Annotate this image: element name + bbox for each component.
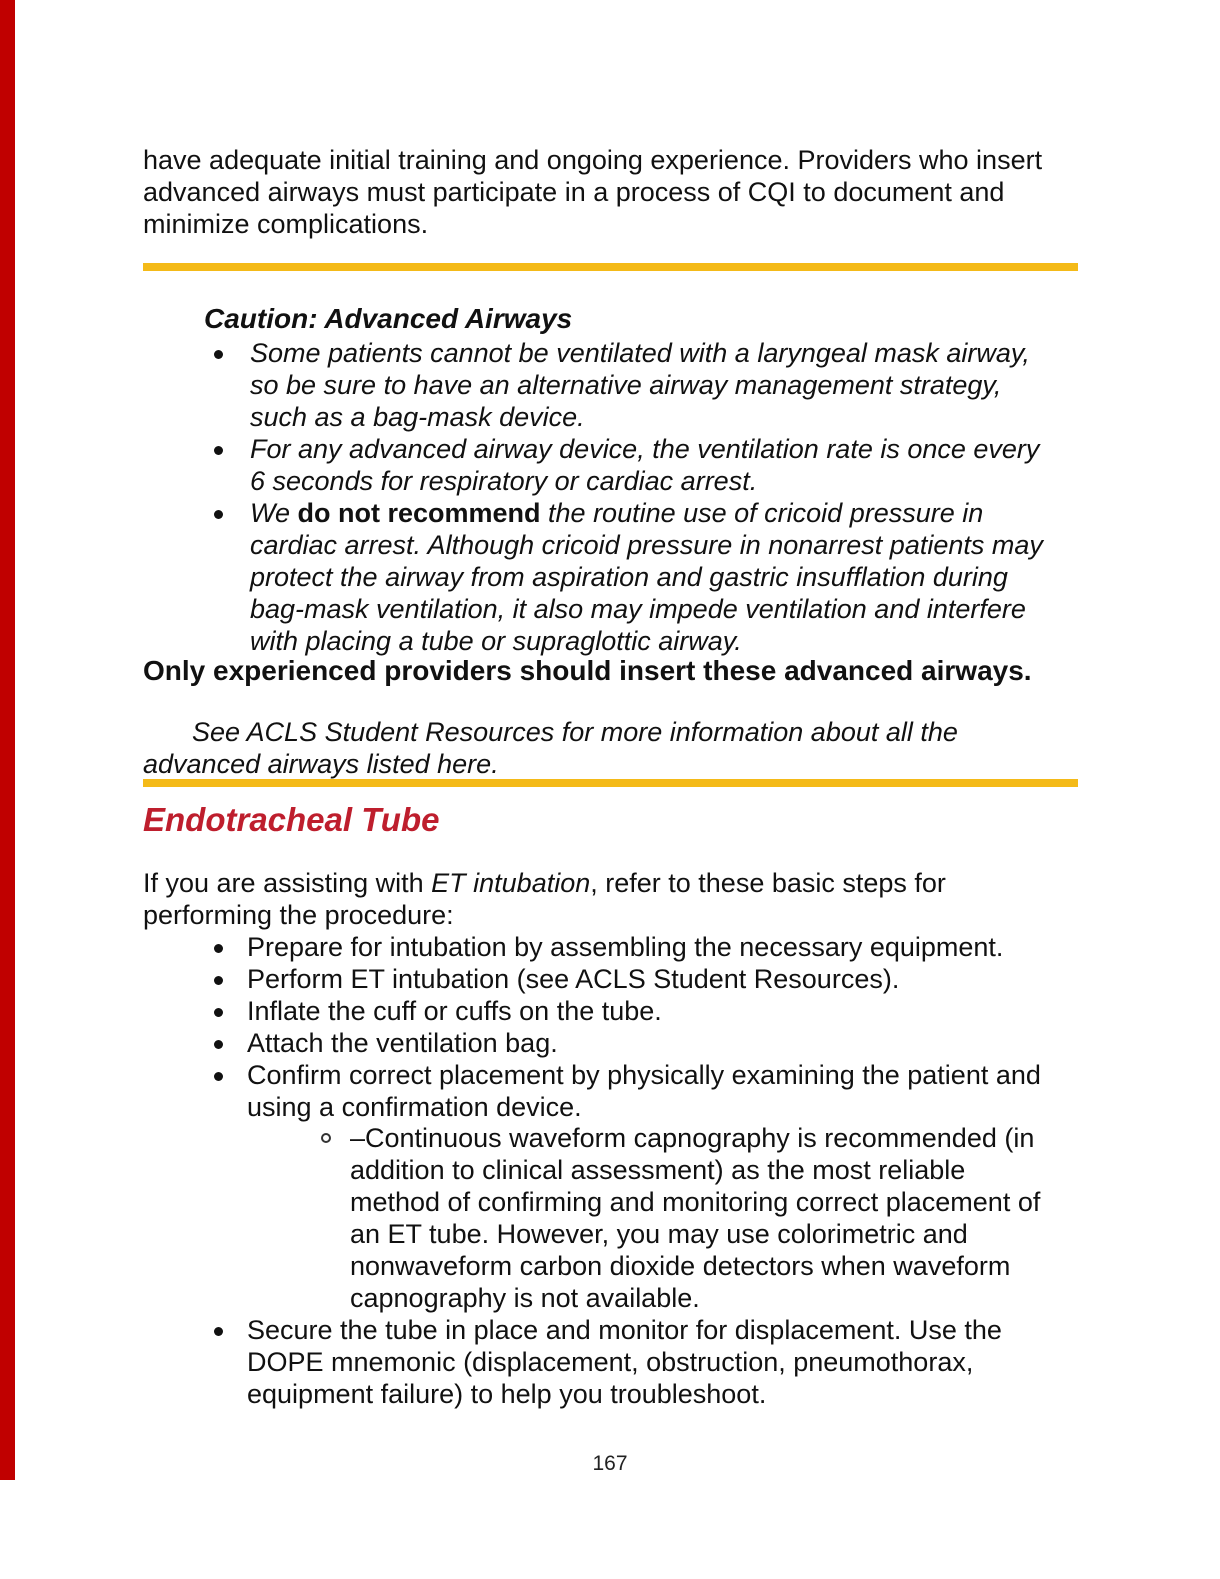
- bullet-line: Prepare for intubation by assembling the necessary equipment.: [247, 932, 1004, 962]
- paragraph-line: advanced airways must participate in a process of CQI to document and: [143, 177, 1005, 207]
- bullet-line: cardiac arrest. Although cricoid pressure in nonarrest patients may: [250, 530, 1043, 560]
- bullet-marker-col: [214, 1059, 247, 1081]
- list-item: [214, 995, 1114, 1027]
- caution-bullet-list: [214, 337, 1114, 657]
- bullet-line: with placing a tube or supraglottic airway.: [250, 626, 742, 656]
- bullet-text: [247, 963, 899, 995]
- bullet-dot-icon: [214, 1327, 223, 1336]
- bullet-line: Secure the tube in place and monitor for displacement. Use the: [247, 1315, 1002, 1345]
- bullet-line: Attach the ventilation bag.: [247, 1028, 558, 1058]
- bullet-line: bag-mask ventilation, it also may impede ventilation and interfere: [250, 594, 1026, 624]
- section-intro-paragraph: [143, 867, 1088, 931]
- bullet-marker-col: [214, 433, 250, 455]
- text-run-bold: do not recommend: [297, 498, 541, 528]
- bullet-line: 6 seconds for respiratory or cardiac arrest.: [250, 466, 758, 496]
- bullet-text: [250, 433, 1039, 497]
- paragraph-line: performing the procedure:: [143, 900, 454, 930]
- bullet-dot-icon: [214, 446, 223, 455]
- text-run-italic: the routine use of cricoid pressure in: [540, 498, 984, 528]
- bullet-marker-col: [321, 1122, 350, 1143]
- bullet-line: Confirm correct placement by physically examining the patient and: [247, 1060, 1041, 1090]
- text-run-italic: We: [250, 498, 298, 528]
- bullet-line: using a confirmation device.: [247, 1092, 582, 1122]
- capnography-sub-bullet: [321, 1122, 1081, 1314]
- gold-divider-rule-bottom: [143, 779, 1078, 787]
- bullet-text: [247, 1059, 1041, 1123]
- bullet-line: capnography is not available.: [350, 1283, 700, 1313]
- caution-footer-statement: Only experienced providers should insert these advanced airways.: [143, 655, 1032, 686]
- bullet-text: [250, 497, 1043, 657]
- bullet-marker-col: [214, 1027, 247, 1049]
- paragraph-line-mixed: [143, 867, 1088, 899]
- see-also-paragraph: [143, 716, 1088, 780]
- bullet-line: Perform ET intubation (see ACLS Student Resources).: [247, 964, 900, 994]
- text-run: , refer to these basic steps for: [590, 868, 946, 898]
- bullet-line: Inflate the cuff or cuffs on the tube.: [247, 996, 662, 1026]
- bullet-line-mixed: [250, 497, 1043, 529]
- bullet-line: method of confirming and monitoring correct placement of: [350, 1187, 1041, 1217]
- gold-divider-rule-top: [143, 263, 1078, 271]
- paragraph-line: minimize complications.: [143, 209, 429, 239]
- page-number: 167: [592, 1452, 628, 1475]
- bullet-line: DOPE mnemonic (displacement, obstruction, pneumothorax,: [247, 1347, 974, 1377]
- bullet-dot-icon: [214, 510, 223, 519]
- bullet-circle-icon: [321, 1133, 331, 1143]
- list-item: [214, 337, 1114, 433]
- bullet-line: nonwaveform carbon dioxide detectors when waveform: [350, 1251, 1011, 1281]
- bullet-dot-icon: [214, 1008, 223, 1017]
- bullet-text: [247, 995, 662, 1027]
- bullet-marker-col: [214, 497, 250, 519]
- text-run-italic: ET intubation: [431, 868, 591, 898]
- bullet-marker-col: [214, 995, 247, 1017]
- bullet-line: For any advanced airway device, the ventilation rate is once every: [250, 434, 1040, 464]
- bullet-line: so be sure to have an alternative airway management strategy,: [250, 370, 1002, 400]
- list-item: [214, 931, 1114, 963]
- paragraph-line: advanced airways listed here.: [143, 749, 499, 779]
- text-run: If you are assisting with: [143, 868, 432, 898]
- list-item: [214, 1059, 1114, 1123]
- section-heading-endotracheal-tube: Endotracheal Tube: [143, 801, 440, 838]
- list-item: [214, 433, 1114, 497]
- bullet-dot-icon: [214, 976, 223, 985]
- bullet-dot-icon: [214, 944, 223, 953]
- bullet-marker-col: [214, 337, 250, 359]
- bullet-text: [247, 1027, 558, 1059]
- bullet-dot-icon: [214, 350, 223, 359]
- list-item: [214, 1027, 1114, 1059]
- caution-heading: Caution: Advanced Airways: [204, 303, 573, 334]
- bullet-dot-icon: [214, 1040, 223, 1049]
- bullet-line: –Continuous waveform capnography is recommended (in: [350, 1123, 1035, 1153]
- paragraph-line: See ACLS Student Resources for more information about all the: [192, 717, 958, 747]
- list-item: [321, 1122, 1081, 1314]
- bullet-marker-col: [214, 963, 247, 985]
- bullet-line: Some patients cannot be ventilated with a laryngeal mask airway,: [250, 338, 1030, 368]
- bullet-line: protect the airway from aspiration and gastric insufflation during: [250, 562, 1008, 592]
- bullet-line: addition to clinical assessment) as the most reliable: [350, 1155, 966, 1185]
- list-item: [214, 1314, 1114, 1410]
- bullet-line: equipment failure) to help you troubleshoot.: [247, 1379, 767, 1409]
- intro-paragraph: [143, 144, 1088, 240]
- bullet-marker-col: [214, 931, 247, 953]
- bullet-dot-icon: [214, 1072, 223, 1081]
- bullet-line: such as a bag-mask device.: [250, 402, 585, 432]
- list-item: [214, 497, 1114, 657]
- bullet-text: [247, 1314, 1002, 1410]
- et-steps-bullet-list: [214, 931, 1114, 1123]
- paragraph-line: have adequate initial training and ongoing experience. Providers who insert: [143, 145, 1043, 175]
- secure-tube-bullet: [214, 1314, 1114, 1410]
- bullet-text: [250, 337, 1030, 433]
- list-item: [214, 963, 1114, 995]
- bullet-marker-col: [214, 1314, 247, 1336]
- page-edge-red-bar: [0, 0, 15, 1480]
- bullet-text: [247, 931, 1003, 963]
- bullet-line: an ET tube. However, you may use colorimetric and: [350, 1219, 968, 1249]
- bullet-text: [350, 1122, 1040, 1314]
